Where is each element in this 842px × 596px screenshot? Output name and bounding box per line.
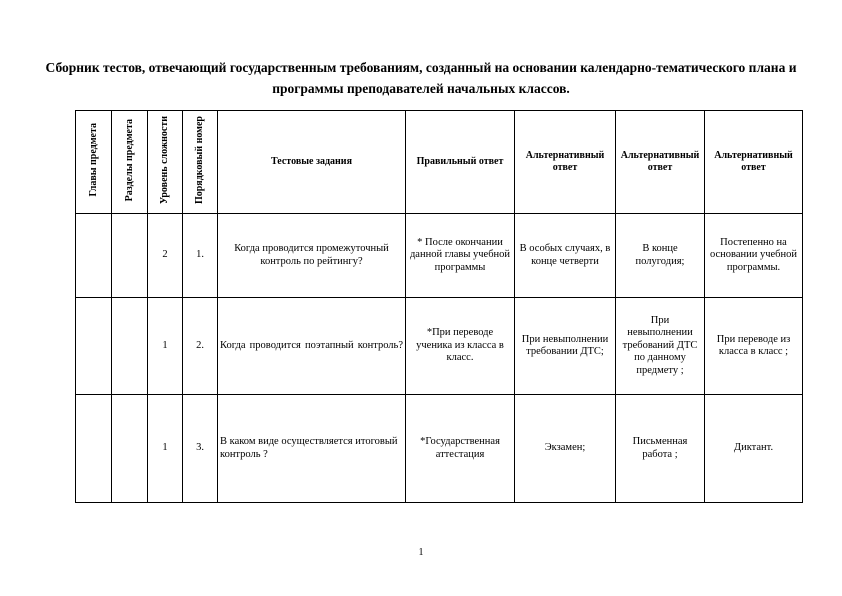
header-correct: Правильный ответ bbox=[406, 111, 515, 214]
cell-alt3: Диктант. bbox=[705, 395, 803, 503]
cell-correct: *Государственная аттестация bbox=[406, 395, 515, 503]
cell-section bbox=[112, 298, 148, 395]
cell-alt2: В конце полугодия; bbox=[616, 214, 705, 298]
cell-alt1: При невыполнении требовании ДТС; bbox=[515, 298, 616, 395]
header-number: Порядковый номер bbox=[183, 111, 218, 214]
cell-alt3: При переводе из класса в класс ; bbox=[705, 298, 803, 395]
tests-table bbox=[75, 110, 803, 503]
header-chapters: Главы предмета bbox=[76, 111, 112, 214]
table-row bbox=[76, 214, 803, 298]
cell-chapter bbox=[76, 298, 112, 395]
cell-section bbox=[112, 395, 148, 503]
page-number: 1 bbox=[418, 547, 424, 558]
table-header-row bbox=[76, 111, 803, 214]
document-title: Сборник тестов, отвечающий государственным требованиям, созданный на основании календарно-тематического плана и программы преподавателей начальных классов. bbox=[45, 60, 797, 96]
cell-number: 3. bbox=[183, 395, 218, 503]
cell-alt1: В особых случаях, в конце четверти bbox=[515, 214, 616, 298]
cell-task: В каком виде осуществляется итоговый контроль ? bbox=[218, 395, 406, 503]
cell-section bbox=[112, 214, 148, 298]
header-sections: Разделы предмета bbox=[112, 111, 148, 214]
cell-correct: *При переводе ученика из класса в класс. bbox=[406, 298, 515, 395]
cell-correct: * После окончании данной главы учебной программы bbox=[406, 214, 515, 298]
header-alt3: Альтернативный ответ bbox=[705, 111, 803, 214]
cell-task: Когда проводится промежуточный контроль по рейтингу? bbox=[218, 214, 406, 298]
header-alt1: Альтернативный ответ bbox=[515, 111, 616, 214]
header-task: Тестовые задания bbox=[218, 111, 406, 214]
cell-alt1: Экзамен; bbox=[515, 395, 616, 503]
cell-chapter bbox=[76, 395, 112, 503]
header-alt2: Альтернативный ответ bbox=[616, 111, 705, 214]
table-row bbox=[76, 395, 803, 503]
cell-task: Когда проводится поэтапный контроль? bbox=[218, 298, 406, 395]
cell-number: 2. bbox=[183, 298, 218, 395]
cell-alt3: Постепенно на основании учебной программы. bbox=[705, 214, 803, 298]
cell-alt2: При невыполнении требований ДТС по данному предмету ; bbox=[616, 298, 705, 395]
cell-level: 2 bbox=[148, 214, 183, 298]
cell-chapter bbox=[76, 214, 112, 298]
cell-level: 1 bbox=[148, 395, 183, 503]
table-row bbox=[76, 298, 803, 395]
header-level: Уровень сложности bbox=[148, 111, 183, 214]
cell-alt2: Письменная работа ; bbox=[616, 395, 705, 503]
cell-number: 1. bbox=[183, 214, 218, 298]
cell-level: 1 bbox=[148, 298, 183, 395]
